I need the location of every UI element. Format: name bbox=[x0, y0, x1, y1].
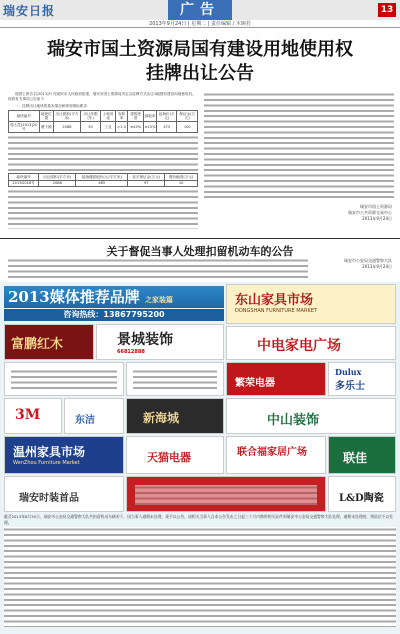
banner-title-text: 2013媒体推荐品牌 bbox=[8, 288, 140, 306]
table-cell: >1.0 bbox=[115, 122, 127, 133]
table-header: 出让面积(平方米) bbox=[39, 174, 76, 181]
table-header: 建筑密度 bbox=[128, 111, 144, 122]
table-header: 出让面积(平方米) bbox=[55, 111, 79, 121]
table-cell: 2013G018号 bbox=[9, 180, 39, 187]
vehicle-notice-signature bbox=[300, 258, 392, 270]
body-text-block bbox=[8, 135, 198, 171]
section-divider bbox=[0, 238, 400, 239]
ad-text-block bbox=[11, 369, 117, 391]
page-number: 13 bbox=[378, 3, 396, 17]
ad-dulux[interactable] bbox=[328, 362, 396, 396]
table-header: 出让年限(年) bbox=[80, 111, 100, 122]
table-cell: 485 bbox=[76, 180, 128, 187]
table-cell: 475 bbox=[157, 122, 177, 133]
notice-title-line1: 瑞安市国土资源局国有建设用地使用权 bbox=[47, 39, 353, 60]
ad-lianjia-name: 联佳 bbox=[343, 451, 368, 465]
ad-zhongshan-decoration[interactable] bbox=[226, 398, 396, 434]
ad-zhongshan-name: 中山装饰 bbox=[267, 413, 320, 428]
banner-tag: 之家装篇 bbox=[144, 295, 173, 304]
ad-ld-name: L&D陶瓷 bbox=[339, 493, 384, 504]
notice-subheading-1: 一、挂牌出让地块的基本情况和规划指标要求： bbox=[15, 103, 91, 108]
table-cell: ≤45% bbox=[128, 122, 144, 133]
table-header: 保证金(万元) bbox=[177, 111, 198, 122]
ad-wenzhou-name: 温州家具市场 bbox=[13, 445, 86, 459]
masthead bbox=[0, 0, 400, 20]
signature-org-2: 瑞安市公共资源交易中心 bbox=[348, 210, 392, 215]
ad-tianmao-name: 天猫电器 bbox=[147, 451, 191, 464]
table-cell: 工业 bbox=[101, 122, 116, 133]
ad-fanrong-name: 繁荣电器 bbox=[235, 378, 275, 389]
ad-duoleshi-name: 多乐士 bbox=[335, 381, 365, 392]
ad-dulux-name: Dulux bbox=[335, 367, 362, 377]
ad-dongjie-name: 东洁 bbox=[75, 415, 95, 426]
ad-fashion[interactable] bbox=[4, 476, 124, 512]
ad-wenzhou-en: WenZhou Furniture Market bbox=[13, 460, 80, 466]
vehicle-notice-title: 关于督促当事人处理扣留机动车的公告 bbox=[106, 245, 294, 258]
table-cell: ≥15% bbox=[144, 122, 157, 133]
section-title: 广告 bbox=[168, 0, 232, 20]
signature-date: 2013年9月24日 bbox=[362, 216, 392, 221]
signature-date: 2013年9月24日 bbox=[362, 264, 392, 269]
parcel-table bbox=[8, 110, 198, 133]
ad-text-block bbox=[135, 485, 317, 505]
table-row bbox=[9, 180, 198, 187]
table-cell: 100 bbox=[177, 122, 198, 133]
ad-tmall-appliance[interactable] bbox=[126, 436, 224, 474]
ad-red-promo[interactable] bbox=[126, 476, 326, 512]
ad-fupeng-hongmu[interactable] bbox=[4, 324, 94, 360]
table-header: 地块编号 bbox=[9, 174, 39, 181]
ad-dongjie[interactable] bbox=[64, 398, 124, 434]
ad-wenzhou-furniture[interactable] bbox=[4, 436, 124, 474]
ad-text-block bbox=[133, 369, 217, 391]
ad-fashion-name: 瑞安时装首品 bbox=[19, 493, 79, 504]
ad-ld-ceramics[interactable] bbox=[328, 476, 396, 512]
notice-title bbox=[0, 38, 400, 86]
ad-3m-name: 3M bbox=[15, 407, 41, 423]
ad-jingcheng-decoration[interactable] bbox=[96, 324, 224, 360]
table-header: 地块位置 bbox=[40, 111, 52, 121]
ad-dongshan-sub: DONGSHAN FURNITURE MARKET bbox=[235, 308, 317, 314]
dateline: 2013年9月24日 | 星期二 | 责任编辑 / 木婉若 bbox=[0, 20, 400, 28]
table-header: 增价幅度(万元) bbox=[165, 174, 198, 181]
ad-banner-title bbox=[4, 286, 224, 308]
table-header: 起始楼面地价(元/平方米) bbox=[76, 174, 128, 181]
notice-right-column bbox=[204, 92, 394, 200]
ad-xinhai-name: 新海城 bbox=[143, 411, 180, 425]
ad-lianjia[interactable] bbox=[328, 436, 396, 474]
ad-lighting[interactable] bbox=[126, 362, 224, 396]
signature-org: 瑞安市公安局交通警察大队 bbox=[344, 258, 392, 263]
ad-lianjia-sub: 联合福家居广场 bbox=[237, 447, 307, 458]
table-cell: 塘下镇 bbox=[39, 122, 54, 133]
table-cell: 50 bbox=[80, 122, 100, 133]
table-cell: 2088 bbox=[39, 180, 76, 187]
table-cell: 10 bbox=[165, 180, 198, 187]
table-cell: 2088 bbox=[54, 122, 81, 133]
newspaper-logo: 瑞安日报 bbox=[3, 4, 56, 18]
body-text-block bbox=[4, 527, 396, 627]
ad-dongshan-furniture[interactable] bbox=[226, 284, 396, 324]
notice-intro: 瑞国土资告字[2013]号 经瑞安市人民政府批准，瑞安市国土资源局决定以挂牌方式出让1幅国有建设用地使用权。现将有关事项公告如下： bbox=[8, 92, 196, 102]
footer-paragraph: 截至2013年8月30日，瑞安市公安局交通警察大队共扣留机动车辆若干，因当事人逾期未处理，现予以公告。请相关当事人自本公告发布之日起三个月内携带相关证件到瑞安市公安局交通警察大队处理，逾期未处理的，将依法予以处理。 bbox=[4, 514, 393, 525]
table-header: 绿地率 bbox=[144, 111, 157, 122]
table-header: 土地用途 bbox=[102, 111, 114, 121]
table-row bbox=[9, 122, 198, 133]
ad-zhongdian-name: 中电家电广场 bbox=[257, 338, 341, 354]
body-text-block bbox=[8, 189, 198, 229]
bid-table bbox=[8, 173, 198, 187]
body-text-block bbox=[204, 92, 394, 200]
table-header: 地块编号 bbox=[9, 111, 40, 122]
ad-xinhaicheng[interactable] bbox=[126, 398, 224, 434]
ad-jingcheng-name: 景城装饰 bbox=[117, 332, 173, 348]
footer-text bbox=[4, 514, 396, 631]
ad-jingcheng-tel: 66812888 bbox=[117, 349, 145, 355]
notice-title-line2: 挂牌出让公告 bbox=[146, 63, 254, 84]
ad-building-materials[interactable] bbox=[4, 362, 124, 396]
table-cell: 瑞土挂[2013]20号 bbox=[10, 122, 38, 132]
ad-red-banner[interactable] bbox=[226, 362, 326, 396]
notice-signature bbox=[270, 204, 392, 222]
signature-org: 瑞安市国土资源局 bbox=[360, 204, 392, 209]
ad-dongshan-name: 东山家具市场 bbox=[235, 293, 314, 308]
table-header: 竞买保证金(万元) bbox=[128, 174, 165, 181]
ad-zhongdian-appliance[interactable] bbox=[226, 326, 396, 360]
table-cell: 97 bbox=[128, 180, 165, 187]
ad-hotline: 咨询热线：13867795200 bbox=[4, 309, 224, 321]
vehicle-notice-body bbox=[8, 258, 308, 278]
notice-left-column bbox=[8, 92, 198, 234]
ad-fupeng-name: 富鹏红木 bbox=[11, 337, 64, 352]
body-text-block bbox=[8, 258, 308, 278]
table-header: 容积率 bbox=[115, 111, 127, 122]
ad-3m[interactable] bbox=[4, 398, 62, 434]
table-header: 起始价(万元) bbox=[157, 111, 177, 122]
ad-lianjia-home[interactable] bbox=[226, 436, 326, 474]
